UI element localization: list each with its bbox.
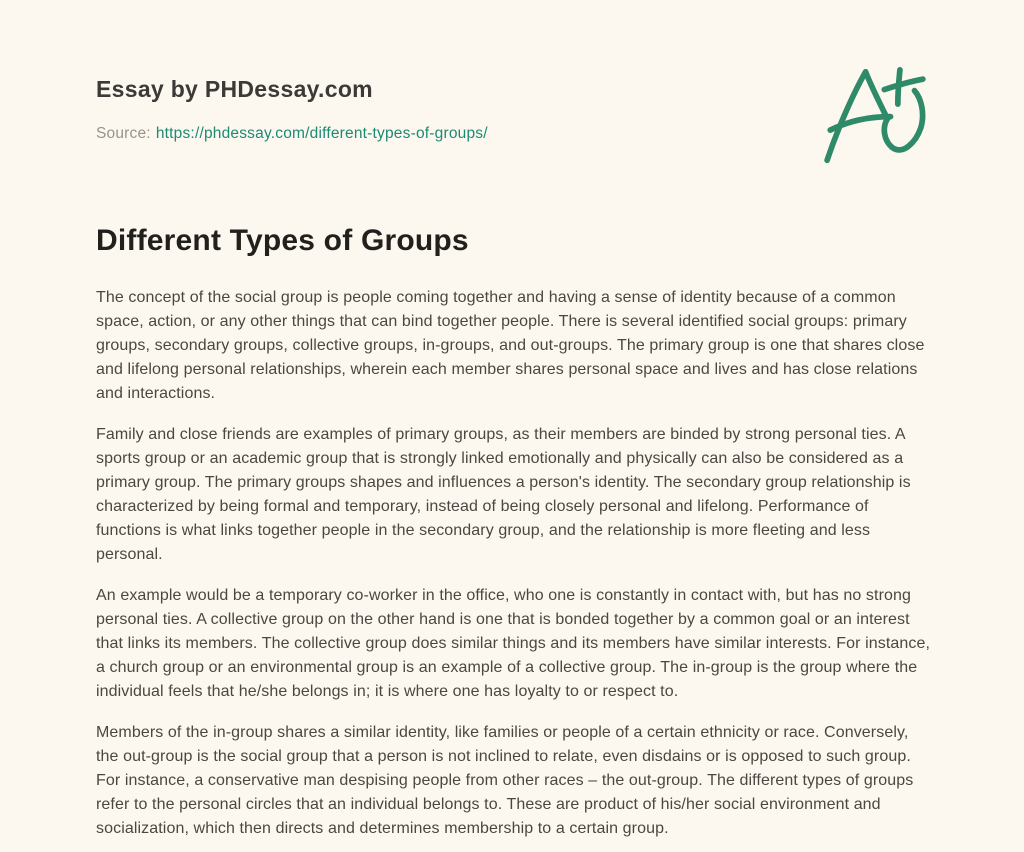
essay-paragraph-3: An example would be a temporary co-worker in the office, who one is constantly in contact with, but has no strong personal ties. A collective group on the other hand is one that is bonded together by a common goal or an interest that links its members. The collective group does similar things and its members have similar interests. For instance, a church group or an environmental group is an example of a collective group. The in-group is the group where the individual feels that he/she belongs in; it is where one has loyalty to or respect to. [96, 587, 931, 700]
essay-paragraph-1: The concept of the social group is people coming together and having a sense of identity because of a common space, action, or any other things that can bind together people. There is several identified social groups: primary groups, secondary groups, collective groups, in-groups, and out-groups. The primary group is one that shares close and lifelong personal relationships, wherein each member shares personal space and lives and has close relations and interactions. [96, 289, 925, 402]
essay-paragraph-2: Family and close friends are examples of primary groups, as their members are binded by strong personal ties. A sports group or an academic group that is strongly linked emotionally and physically can also be considered as a primary group. The primary groups shapes and influences a person's identity. The secondary group relationship is characterized by being formal and temporary, instead of being closely personal and lifelong. Performance of functions is what links together people in the secondary group, and the relationship is more fleeting and less personal. [96, 426, 911, 563]
essay-body [96, 286, 934, 852]
site-title: Essay by PHDessay.com [96, 76, 373, 102]
source-row [96, 125, 488, 143]
source-link[interactable]: https://phdessay.com/different-types-of-groups/ [155, 125, 488, 142]
a-plus-logo-icon [824, 64, 928, 164]
essay-paragraph-4: Members of the in-group shares a similar identity, like families or people of a certain ethnicity or race. Conversely, the out-group is the social group that a person is not inclined to relate, even disdains or is opposed to such group. For instance, a conservative man despising people from other races – the out-group. The different types of groups refer to the personal circles that an individual belongs to. These are product of his/her social environment and socialization, which then directs and determines membership to a certain group. [96, 724, 914, 837]
essay-title: Different Types of Groups [96, 224, 469, 257]
source-label: Source: [96, 125, 151, 142]
